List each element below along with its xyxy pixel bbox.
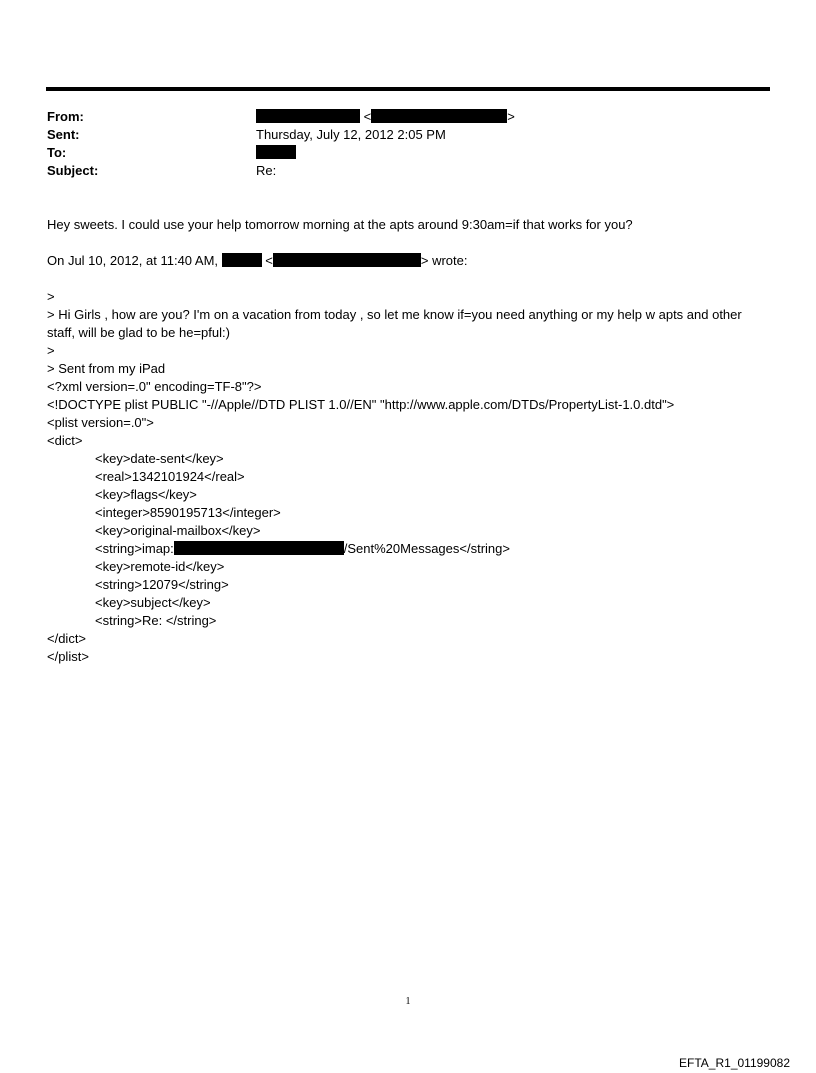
bates-number: EFTA_R1_01199082 — [679, 1056, 790, 1070]
redaction-box — [174, 541, 344, 555]
plist-line: <key>remote-id</key> — [95, 559, 225, 574]
quote-line: > — [47, 289, 55, 304]
plist-line: <string>Re: </string> — [95, 613, 217, 628]
sent-value: Thursday, July 12, 2012 2:05 PM — [256, 127, 446, 142]
plist-line: <?xml version=.0" encoding=TF-8"?> — [47, 379, 262, 394]
plist-line: </plist> — [47, 649, 89, 664]
message-text: Hey sweets. I could use your help tomorrow morning at the apts around 9:30am=if that works for you? — [47, 217, 633, 232]
quoted-message — [47, 288, 767, 666]
subject-value: Re: — [256, 163, 277, 178]
sent-label: Sent: — [47, 127, 80, 142]
from-value: < > — [256, 108, 515, 126]
redaction-box — [256, 145, 296, 159]
redaction-box — [273, 253, 421, 267]
redaction-box — [222, 253, 262, 267]
plist-line: <dict> — [47, 433, 83, 448]
redaction-box — [256, 109, 360, 123]
to-value — [256, 144, 296, 162]
from-label: From: — [47, 109, 84, 124]
quote-header: On Jul 10, 2012, at 11:40 AM, < > wrote: — [47, 253, 468, 268]
plist-line: </dict> — [47, 631, 87, 646]
quote-suffix: > wrote: — [420, 253, 468, 268]
plist-line: <real>1342101924</real> — [95, 469, 245, 484]
quote-line: > — [47, 343, 55, 358]
plist-line: <plist version=.0"> — [47, 415, 154, 430]
page-number: 1 — [405, 996, 411, 1007]
plist-line: <key>date-sent</key> — [95, 451, 224, 466]
plist-line: <key>subject</key> — [95, 595, 211, 610]
plist-line: <key>original-mailbox</key> — [95, 523, 261, 538]
plist-line: <string>12079</string> — [95, 577, 229, 592]
plist-line: <string>imap: /Sent%20Messages</string> — [95, 541, 510, 556]
quote-prefix: On Jul 10, 2012, at 11:40 AM, — [47, 253, 219, 268]
message-body — [47, 216, 767, 234]
redaction-box — [371, 109, 507, 123]
quote-line: > Sent from my iPad — [47, 361, 166, 376]
subject-label: Subject: — [47, 163, 99, 178]
plist-line: <!DOCTYPE plist PUBLIC "-//Apple//DTD PLIST 1.0//EN" "http://www.apple.com/DTDs/PropertyList-1.0.dtd"> — [47, 397, 675, 412]
header-rule — [46, 87, 770, 91]
quote-line: > Hi Girls , how are you? I'm on a vacation from today , so let me know if=you need anything or my help w apts and other staff, will be glad to be he=pful:) — [47, 307, 742, 340]
plist-line: <key>flags</key> — [95, 487, 197, 502]
plist-line: <integer>8590195713</integer> — [95, 505, 281, 520]
to-label: To: — [47, 145, 67, 160]
